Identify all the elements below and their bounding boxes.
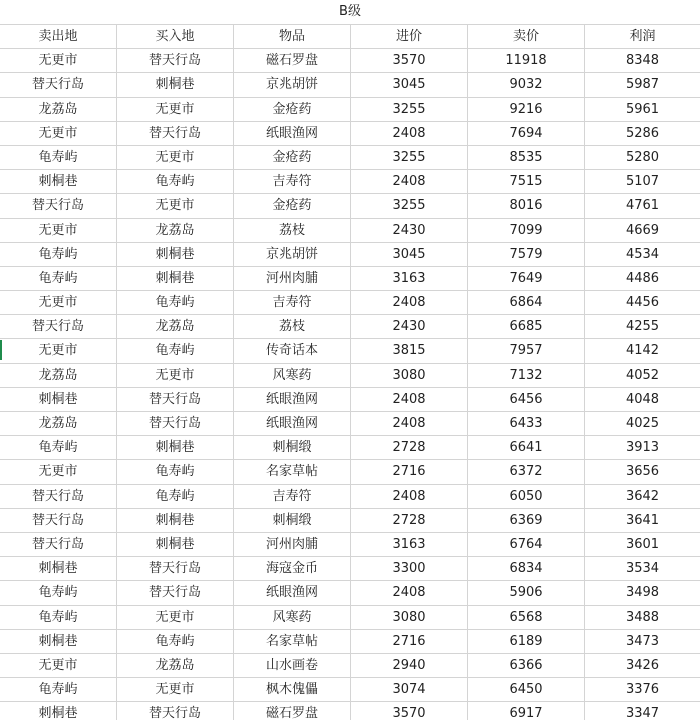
table-cell[interactable]: 7099: [468, 219, 585, 243]
table-cell[interactable]: 6834: [468, 557, 585, 581]
table-row: [0, 98, 700, 122]
table-cell[interactable]: 6917: [468, 702, 585, 720]
table-cell[interactable]: 4456: [585, 291, 700, 315]
table-cell[interactable]: 无更市: [117, 606, 234, 630]
table-cell[interactable]: 6456: [468, 388, 585, 412]
table-cell[interactable]: 无更市: [0, 219, 117, 243]
table-cell[interactable]: 4534: [585, 243, 700, 267]
table-row: [0, 219, 700, 243]
table-row: [0, 170, 700, 194]
table-cell[interactable]: 3498: [585, 581, 700, 605]
table-cell[interactable]: 龟寿屿: [0, 436, 117, 460]
table-cell[interactable]: 4255: [585, 315, 700, 339]
table-row: [0, 557, 700, 581]
table-cell[interactable]: 替天行岛: [117, 412, 234, 436]
table-cell[interactable]: 8348: [585, 49, 700, 73]
table-cell[interactable]: 龟寿屿: [0, 678, 117, 702]
table-row: [0, 146, 700, 170]
table-row: [0, 339, 700, 363]
table-cell[interactable]: 无更市: [117, 98, 234, 122]
table-cell[interactable]: 2408: [351, 170, 468, 194]
table-cell[interactable]: 5286: [585, 122, 700, 146]
table-cell[interactable]: 刺桐巷: [0, 702, 117, 720]
table-cell[interactable]: 5906: [468, 581, 585, 605]
table-cell[interactable]: 2728: [351, 509, 468, 533]
table-cell[interactable]: 纸眼渔网: [234, 581, 351, 605]
table-cell[interactable]: 传奇话本: [234, 339, 351, 363]
table-cell[interactable]: 4052: [585, 364, 700, 388]
table-cell[interactable]: 风寒药: [234, 606, 351, 630]
column-header[interactable]: 卖价: [468, 25, 585, 49]
table-cell[interactable]: 2940: [351, 654, 468, 678]
table-cell[interactable]: 4025: [585, 412, 700, 436]
table-cell[interactable]: 2408: [351, 291, 468, 315]
table-cell[interactable]: 荔枝: [234, 219, 351, 243]
table-cell[interactable]: 刺桐巷: [117, 73, 234, 97]
table-cell[interactable]: 3642: [585, 485, 700, 509]
table-cell[interactable]: 替天行岛: [0, 73, 117, 97]
table-cell[interactable]: 3473: [585, 630, 700, 654]
table-cell[interactable]: 3300: [351, 557, 468, 581]
column-header[interactable]: 物品: [234, 25, 351, 49]
table-cell[interactable]: 京兆胡饼: [234, 243, 351, 267]
table-cell[interactable]: 6568: [468, 606, 585, 630]
table-row: [0, 678, 700, 702]
table-cell[interactable]: 刺桐缎: [234, 436, 351, 460]
table-cell[interactable]: 6189: [468, 630, 585, 654]
table-cell[interactable]: 龟寿屿: [117, 460, 234, 484]
table-cell[interactable]: 刺桐巷: [117, 243, 234, 267]
table-cell[interactable]: 刺桐巷: [117, 533, 234, 557]
table-cell[interactable]: 替天行岛: [117, 49, 234, 73]
table-cell[interactable]: 5107: [585, 170, 700, 194]
table-cell[interactable]: 3656: [585, 460, 700, 484]
table-row: [0, 291, 700, 315]
table-cell[interactable]: 龟寿屿: [117, 291, 234, 315]
table-cell[interactable]: 3163: [351, 533, 468, 557]
table-cell[interactable]: 3045: [351, 73, 468, 97]
table-cell[interactable]: 山水画卷: [234, 654, 351, 678]
table-cell[interactable]: 龙荔岛: [0, 98, 117, 122]
table-cell[interactable]: 替天行岛: [117, 702, 234, 720]
table-cell[interactable]: 4486: [585, 267, 700, 291]
table-cell[interactable]: 替天行岛: [0, 533, 117, 557]
table-cell[interactable]: 龟寿屿: [0, 267, 117, 291]
table-cell[interactable]: 无更市: [117, 678, 234, 702]
table-cell[interactable]: 3376: [585, 678, 700, 702]
table-cell[interactable]: 枫木傀儡: [234, 678, 351, 702]
table-cell[interactable]: 刺桐巷: [117, 267, 234, 291]
table-cell[interactable]: 替天行岛: [117, 581, 234, 605]
table-cell[interactable]: 磁石罗盘: [234, 49, 351, 73]
table-cell[interactable]: 6433: [468, 412, 585, 436]
table-cell[interactable]: 2408: [351, 485, 468, 509]
table-cell[interactable]: 2408: [351, 581, 468, 605]
table-cell[interactable]: 3163: [351, 267, 468, 291]
table-cell[interactable]: 5987: [585, 73, 700, 97]
table-cell[interactable]: 3534: [585, 557, 700, 581]
table-cell[interactable]: 替天行岛: [117, 557, 234, 581]
table-cell[interactable]: 龙荔岛: [0, 364, 117, 388]
table-cell[interactable]: 龟寿屿: [117, 630, 234, 654]
table-cell[interactable]: 3913: [585, 436, 700, 460]
column-header[interactable]: 利润: [585, 25, 700, 49]
table-cell[interactable]: 无更市: [0, 654, 117, 678]
table-cell[interactable]: 3641: [585, 509, 700, 533]
table-cell[interactable]: 7132: [468, 364, 585, 388]
table-cell[interactable]: 2430: [351, 315, 468, 339]
table-cell[interactable]: 7694: [468, 122, 585, 146]
table-cell[interactable]: 龟寿屿: [0, 146, 117, 170]
table-cell[interactable]: 3074: [351, 678, 468, 702]
table-cell[interactable]: 纸眼渔网: [234, 122, 351, 146]
table-row: [0, 122, 700, 146]
table-cell[interactable]: 刺桐巷: [117, 436, 234, 460]
table-cell[interactable]: 6864: [468, 291, 585, 315]
table-cell[interactable]: 刺桐巷: [0, 557, 117, 581]
table-cell[interactable]: 京兆胡饼: [234, 73, 351, 97]
table-cell[interactable]: 替天行岛: [0, 194, 117, 218]
table-cell[interactable]: 4048: [585, 388, 700, 412]
table-cell[interactable]: 5280: [585, 146, 700, 170]
table-cell[interactable]: 无更市: [0, 49, 117, 73]
table-cell[interactable]: 吉寿符: [234, 170, 351, 194]
table-cell[interactable]: 6641: [468, 436, 585, 460]
table-cell[interactable]: 替天行岛: [117, 122, 234, 146]
table-cell[interactable]: 吉寿符: [234, 485, 351, 509]
table-cell[interactable]: 龙荔岛: [117, 654, 234, 678]
table-cell[interactable]: 6450: [468, 678, 585, 702]
table-cell[interactable]: 无更市: [117, 146, 234, 170]
table-cell[interactable]: 6685: [468, 315, 585, 339]
table-cell[interactable]: 无更市: [117, 194, 234, 218]
table-cell[interactable]: 无更市: [0, 122, 117, 146]
table-cell[interactable]: 7649: [468, 267, 585, 291]
table-cell[interactable]: 7957: [468, 339, 585, 363]
table-cell[interactable]: 替天行岛: [0, 315, 117, 339]
table-cell[interactable]: 刺桐巷: [0, 170, 117, 194]
table-cell[interactable]: 龟寿屿: [117, 170, 234, 194]
table-cell[interactable]: 3570: [351, 702, 468, 720]
table-row: [0, 654, 700, 678]
table-cell[interactable]: 金疮药: [234, 146, 351, 170]
table-row: [0, 702, 700, 720]
table-cell[interactable]: 无更市: [0, 460, 117, 484]
table-cell[interactable]: 4761: [585, 194, 700, 218]
table-cell[interactable]: 7515: [468, 170, 585, 194]
table-cell[interactable]: 海寇金币: [234, 557, 351, 581]
column-header[interactable]: 卖出地: [0, 25, 117, 49]
table-cell[interactable]: 名家草帖: [234, 460, 351, 484]
table-cell[interactable]: 6372: [468, 460, 585, 484]
table-cell[interactable]: 龙荔岛: [0, 412, 117, 436]
table-cell[interactable]: 2716: [351, 460, 468, 484]
table-cell[interactable]: 纸眼渔网: [234, 388, 351, 412]
table-cell[interactable]: 4142: [585, 339, 700, 363]
table-row: [0, 412, 700, 436]
table-cell[interactable]: 3426: [585, 654, 700, 678]
table-cell[interactable]: 3488: [585, 606, 700, 630]
table-cell[interactable]: 6764: [468, 533, 585, 557]
table-cell[interactable]: 3347: [585, 702, 700, 720]
table-cell[interactable]: 8535: [468, 146, 585, 170]
table-cell[interactable]: 9032: [468, 73, 585, 97]
table-cell[interactable]: 龙荔岛: [117, 219, 234, 243]
row-selection-marker: [0, 340, 2, 360]
table-cell[interactable]: 3255: [351, 194, 468, 218]
table-cell[interactable]: 风寒药: [234, 364, 351, 388]
table-row: [0, 485, 700, 509]
table-cell[interactable]: 6050: [468, 485, 585, 509]
table-row: [0, 533, 700, 557]
table-cell[interactable]: 无更市: [0, 291, 117, 315]
table-cell[interactable]: 无更市: [0, 339, 117, 363]
table-cell[interactable]: 替天行岛: [117, 388, 234, 412]
table-row: [0, 49, 700, 73]
table-cell[interactable]: 刺桐巷: [0, 388, 117, 412]
table-row: [0, 436, 700, 460]
table-cell[interactable]: 龟寿屿: [117, 485, 234, 509]
table-row: [0, 364, 700, 388]
table-row: [0, 267, 700, 291]
table-cell[interactable]: 龟寿屿: [0, 581, 117, 605]
table-cell[interactable]: 2408: [351, 412, 468, 436]
table-cell[interactable]: 2408: [351, 388, 468, 412]
table-cell[interactable]: 替天行岛: [0, 485, 117, 509]
column-header[interactable]: 买入地: [117, 25, 234, 49]
table-row: [0, 194, 700, 218]
table-cell[interactable]: 磁石罗盘: [234, 702, 351, 720]
table-cell[interactable]: 8016: [468, 194, 585, 218]
table-cell[interactable]: 刺桐巷: [0, 630, 117, 654]
table-cell[interactable]: 刺桐缎: [234, 509, 351, 533]
table-cell[interactable]: 2728: [351, 436, 468, 460]
table-cell[interactable]: 吉寿符: [234, 291, 351, 315]
table-cell[interactable]: 3815: [351, 339, 468, 363]
table-cell[interactable]: 3601: [585, 533, 700, 557]
table-cell[interactable]: 无更市: [117, 364, 234, 388]
table-cell[interactable]: 7579: [468, 243, 585, 267]
table-cell[interactable]: 11918: [468, 49, 585, 73]
table-cell[interactable]: 刺桐巷: [117, 509, 234, 533]
table-cell[interactable]: 3255: [351, 98, 468, 122]
table-row: [0, 388, 700, 412]
table-row: [0, 606, 700, 630]
table-cell[interactable]: 替天行岛: [0, 509, 117, 533]
table-cell[interactable]: 5961: [585, 98, 700, 122]
table-cell[interactable]: 3570: [351, 49, 468, 73]
table-cell[interactable]: 6366: [468, 654, 585, 678]
table-cell[interactable]: 6369: [468, 509, 585, 533]
table-cell[interactable]: 龙荔岛: [117, 315, 234, 339]
table-cell[interactable]: 纸眼渔网: [234, 412, 351, 436]
table-cell[interactable]: 3080: [351, 606, 468, 630]
table-cell[interactable]: 龟寿屿: [0, 606, 117, 630]
header-row: [0, 25, 700, 49]
table-cell[interactable]: 4669: [585, 219, 700, 243]
table-row: [0, 509, 700, 533]
table-cell[interactable]: 荔枝: [234, 315, 351, 339]
table-cell[interactable]: 2716: [351, 630, 468, 654]
table-cell[interactable]: 3045: [351, 243, 468, 267]
table-row: [0, 581, 700, 605]
table-cell[interactable]: 金疮药: [234, 98, 351, 122]
table-cell[interactable]: 金疮药: [234, 194, 351, 218]
table-cell[interactable]: 9216: [468, 98, 585, 122]
table-cell[interactable]: 龟寿屿: [117, 339, 234, 363]
table-cell[interactable]: 河州肉脯: [234, 267, 351, 291]
table-row: [0, 315, 700, 339]
column-header[interactable]: 进价: [351, 25, 468, 49]
table-row: [0, 243, 700, 267]
table-cell[interactable]: 2430: [351, 219, 468, 243]
table-cell[interactable]: 3255: [351, 146, 468, 170]
table-row: [0, 630, 700, 654]
sheet-title: B级: [0, 0, 700, 25]
table-cell[interactable]: 龟寿屿: [0, 243, 117, 267]
table-cell[interactable]: 2408: [351, 122, 468, 146]
table-row: [0, 73, 700, 97]
table-row: [0, 460, 700, 484]
data-table: [0, 25, 700, 720]
table-cell[interactable]: 河州肉脯: [234, 533, 351, 557]
table-cell[interactable]: 3080: [351, 364, 468, 388]
table-cell[interactable]: 名家草帖: [234, 630, 351, 654]
